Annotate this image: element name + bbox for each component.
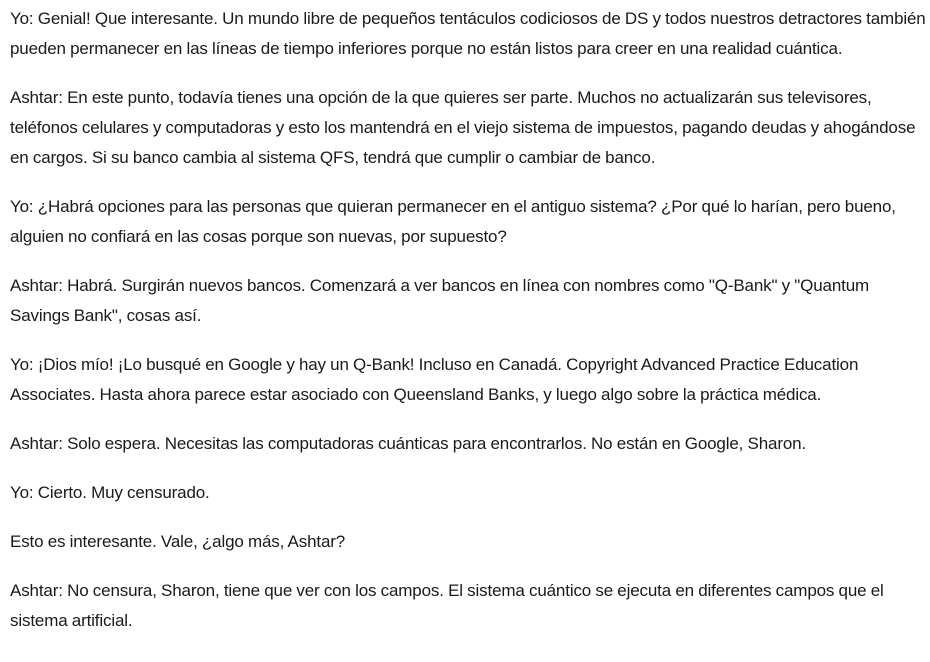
paragraph-ashtar-espera: Ashtar: Solo espera. Necesitas las computadoras cuánticas para encontrarlos. No están en Google, Sharon.	[10, 434, 807, 453]
paragraph-ashtar-opcion: Ashtar: En este punto, todavía tienes una opción de la que quieres ser parte. Muchos no actualizarán sus televisores, teléfonos celulares y computadoras y esto los mantendrá en el viejo sistema de impuestos, pagando deudas y ahogándose en cargos. Si su banco cambia al sistema QFS, tendrá que cumplir o cambiar de banco.	[10, 88, 916, 167]
paragraph-ashtar-bancos: Ashtar: Habrá. Surgirán nuevos bancos. Comenzará a ver bancos en línea con nombres como "Q-Bank" y "Quantum Savings Bank", cosas así.	[10, 276, 870, 325]
paragraph-yo-opciones: Yo: ¿Habrá opciones para las personas que quieran permanecer en el antiguo sistema? ¿Por qué lo harían, pero bueno, alguien no confiará en las cosas porque son nuevas, por supuesto?	[10, 197, 896, 246]
paragraph-yo-censurado: Yo: Cierto. Muy censurado.	[10, 483, 210, 502]
paragraph-interesante: Esto es interesante. Vale, ¿algo más, Ashtar?	[10, 532, 346, 551]
paragraph-ashtar-campos: Ashtar: No censura, Sharon, tiene que ver con los campos. El sistema cuántico se ejecuta en diferentes campos que el sistema artificial.	[10, 581, 884, 630]
paragraph-yo-qbank: Yo: ¡Dios mío! ¡Lo busqué en Google y hay un Q-Bank! Incluso en Canadá. Copyright Advanced Practice Education Associates. Hasta ahora parece estar asociado con Queensland Banks, y luego algo sobre la práctica médica.	[10, 355, 859, 404]
paragraph-yo-genial: Yo: Genial! Que interesante. Un mundo libre de pequeños tentáculos codiciosos de DS y todos nuestros detractores también pueden permanecer en las líneas de tiempo inferiores porque no están listos para creer en una realidad cuántica.	[10, 9, 926, 58]
